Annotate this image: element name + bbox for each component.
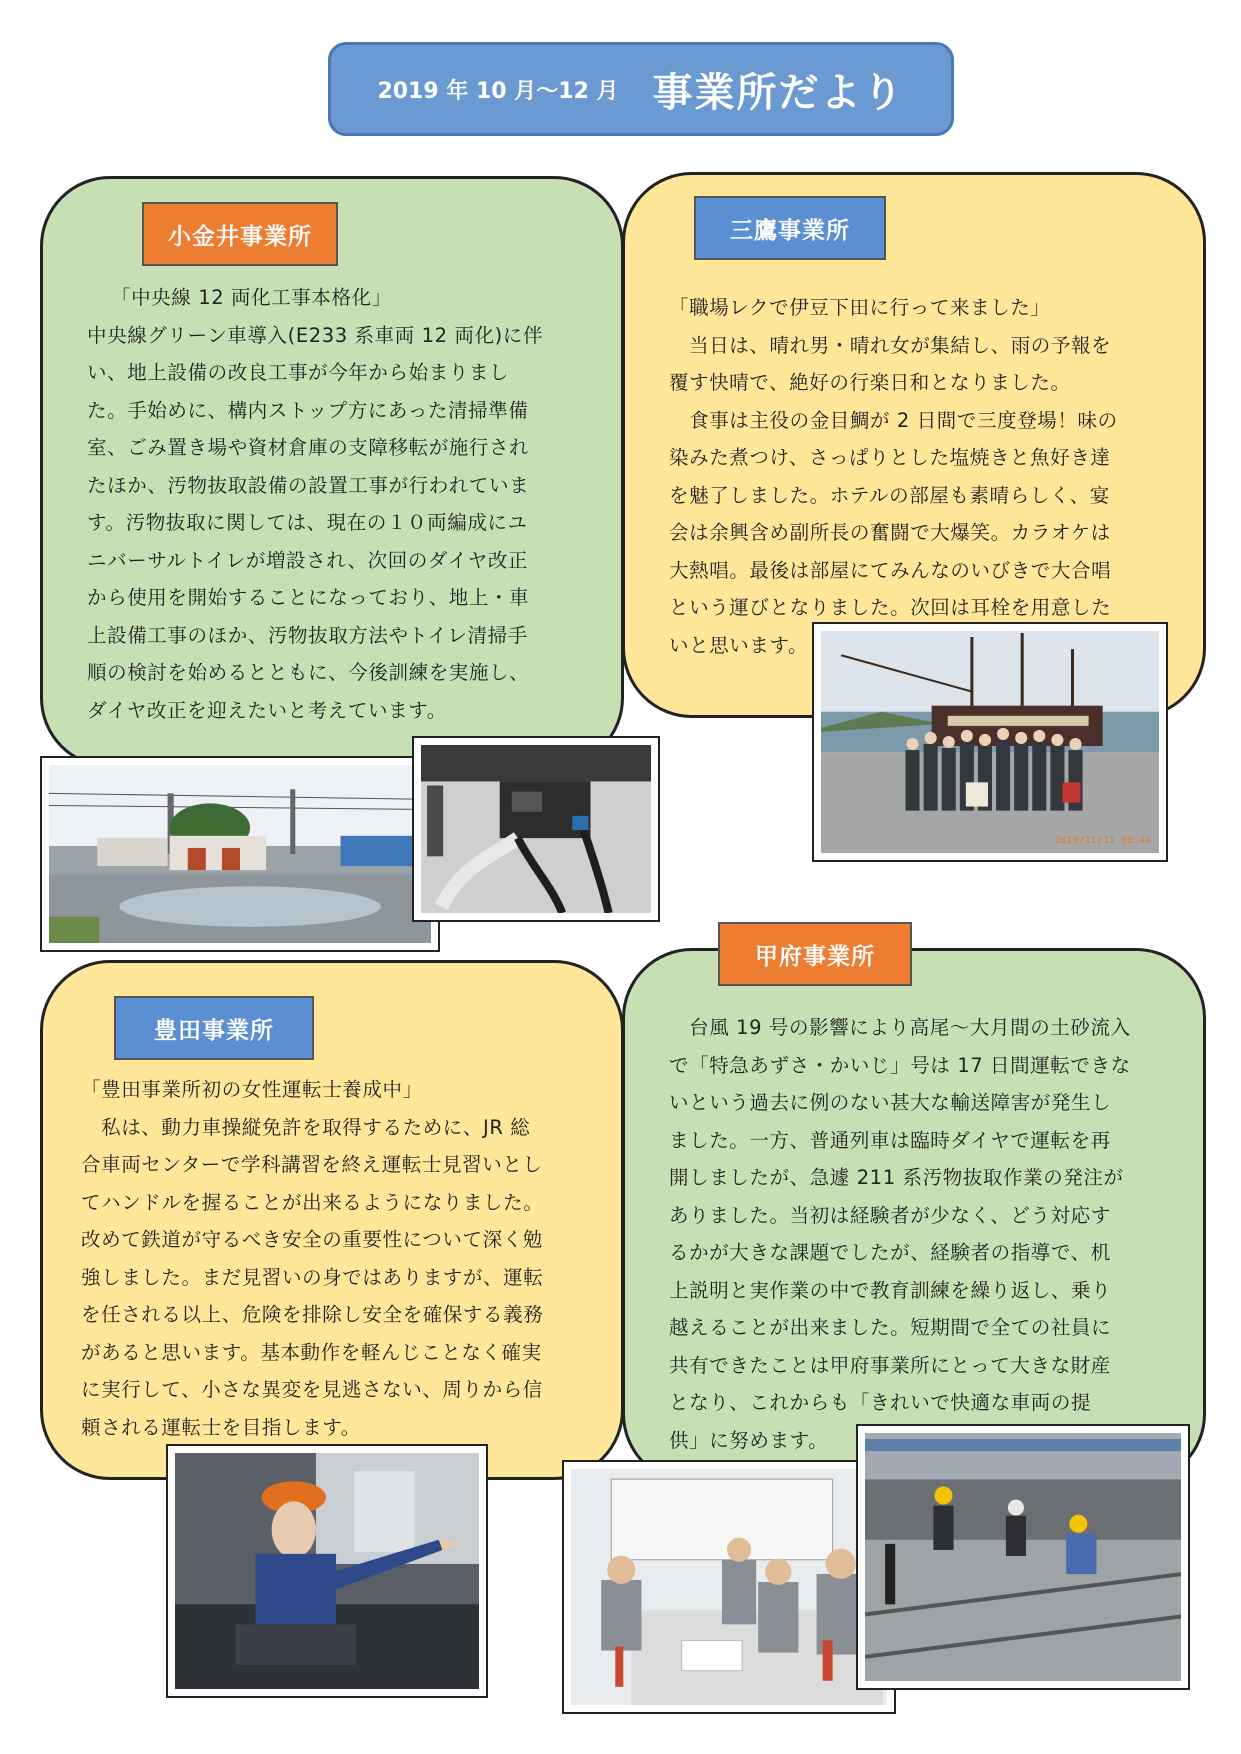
text-line: となり、これからも「きれいで快適な車両の提 <box>669 1391 1092 1414</box>
text-line: があると思います。基本動作を軽んじことなく確実 <box>81 1340 542 1364</box>
koganei-text <box>87 279 543 729</box>
text-line: ニバーサルトイレが増設され、次回のダイヤ改正 <box>87 548 529 572</box>
text-line: 上説明と実作業の中で教育訓練を繰り返し、乗り <box>669 1278 1112 1302</box>
text-line: た。手始めに、構内ストップ方にあった清掃準備 <box>87 398 529 422</box>
text-line: 共有できたことは甲府事業所にとって大きな財産 <box>669 1353 1111 1377</box>
koganei-heading: 「中央線 12 両化工事本格化」 <box>111 286 392 309</box>
text-line: 食事は主役の金目鯛が 2 日間で三度登場！味の <box>669 408 1118 432</box>
kofu-text <box>669 1009 1131 1459</box>
page-title: 事業所だより <box>652 69 905 116</box>
text-line: 改めて鉄道が守るべき安全の重要性について深く勉 <box>81 1228 543 1251</box>
text-line: ダイヤ改正を迎えたいと考えています。 <box>87 698 447 722</box>
text-line: を任される以上、危険を排除し安全を確保する義務 <box>81 1303 544 1326</box>
kofu-label: 甲府事業所 <box>718 922 912 986</box>
text-line: 私は、動力車操縦免許を取得するために、JR 総 <box>81 1115 531 1139</box>
koganei-label: 小金井事業所 <box>142 202 338 266</box>
text-line: ました。一方、普通列車は臨時ダイヤで運転を再 <box>669 1128 1111 1152</box>
text-line: で「特急あずさ・かいじ」号は 17 日間運転できな <box>669 1053 1131 1077</box>
track-work-photo <box>856 1424 1190 1690</box>
text-line: いという過去に例のない甚大な輸送障害が発生し <box>669 1091 1112 1114</box>
text-line: 当日は、晴れ男・晴れ女が集結し、雨の予報を <box>669 333 1112 357</box>
toyoda-heading: 「豊田事業所初の女性運転士養成中」 <box>81 1078 423 1101</box>
text-line: い、地上設備の改良工事が今年から始まりまし <box>87 361 510 384</box>
photo-timestamp: 2019/11/11 08:44 <box>1054 834 1152 846</box>
mitaka-heading: 「職場レクで伊豆下田に行って来ました」 <box>669 296 1051 319</box>
text-line: 染みた煮つけ、さっぱりとした塩焼きと魚好き達 <box>669 446 1111 469</box>
text-line: 室、ごみ置き場や資材倉庫の支障移転が施行され <box>87 436 530 459</box>
toyoda-label: 豊田事業所 <box>114 996 314 1060</box>
text-line: 開しましたが、急遽 211 系汚物抜取作業の発注が <box>669 1166 1124 1189</box>
mitaka-label: 三鷹事業所 <box>694 196 886 260</box>
text-line: 頼される運転士を目指します。 <box>81 1415 361 1439</box>
text-line: 供」に努めます。 <box>669 1428 829 1452</box>
koganei-equipment-photo <box>412 736 660 922</box>
izu-group-photo <box>812 622 1168 862</box>
text-line: たほか、汚物抜取設備の設置工事が行われていま <box>87 473 530 497</box>
text-line: 上設備工事のほか、汚物抜取方法やトイレ清掃手 <box>87 623 528 647</box>
text-line: 大熱唱。最後は部屋にてみんなのいびきで大合唱 <box>669 558 1112 582</box>
text-line: 中央線グリーン車導入(E233 系車両 12 両化)に伴 <box>87 323 544 347</box>
kofu-panel <box>622 948 1206 1484</box>
text-line: 越えることが出来ました。短期間で全ての社員に <box>669 1316 1112 1339</box>
text-line: 覆す快晴で、絶好の行楽日和となりました。 <box>669 371 1071 394</box>
text-line: を魅了しました。ホテルの部屋も素晴らしく、宴 <box>669 483 1110 507</box>
text-line: てハンドルを握ることが出来るようになりました。 <box>81 1190 544 1214</box>
text-line: 強しました。まだ見習いの身ではありますが、運転 <box>81 1265 544 1289</box>
header-period: 2019 年 10 月～12 月 <box>377 78 619 104</box>
text-line: 順の検討を始めるとともに、今後訓練を実施し、 <box>87 661 530 684</box>
text-line: という運びとなりました。次回は耳栓を用意した <box>669 596 1112 619</box>
classroom-training-photo <box>562 1460 896 1714</box>
text-line: 会は余興含め副所長の奮闘で大爆笑。カラオケは <box>669 521 1111 544</box>
toyoda-text <box>81 1071 543 1446</box>
text-line: るかが大きな課題でしたが、経験者の指導で、机 <box>669 1241 1111 1264</box>
text-line: 台風 19 号の影響により高尾～大月間の土砂流入 <box>669 1016 1131 1039</box>
text-line: ありました。当初は経験者が少なく、どう対応す <box>669 1203 1111 1227</box>
page-header <box>328 42 954 136</box>
trainee-driver-photo <box>166 1444 488 1698</box>
text-line: から使用を開始することになっており、地上・車 <box>87 586 530 609</box>
text-line: に実行して、小さな異変を見逃さない、周りから信 <box>81 1378 543 1401</box>
text-line: いと思います。 <box>669 633 809 657</box>
mitaka-text <box>669 289 1118 664</box>
text-line: 合車両センターで学科講習を終え運転士見習いとし <box>81 1153 543 1176</box>
text-line: す。汚物抜取に関しては、現在の１０両編成にユ <box>87 511 528 534</box>
koganei-yard-photo <box>40 756 440 952</box>
